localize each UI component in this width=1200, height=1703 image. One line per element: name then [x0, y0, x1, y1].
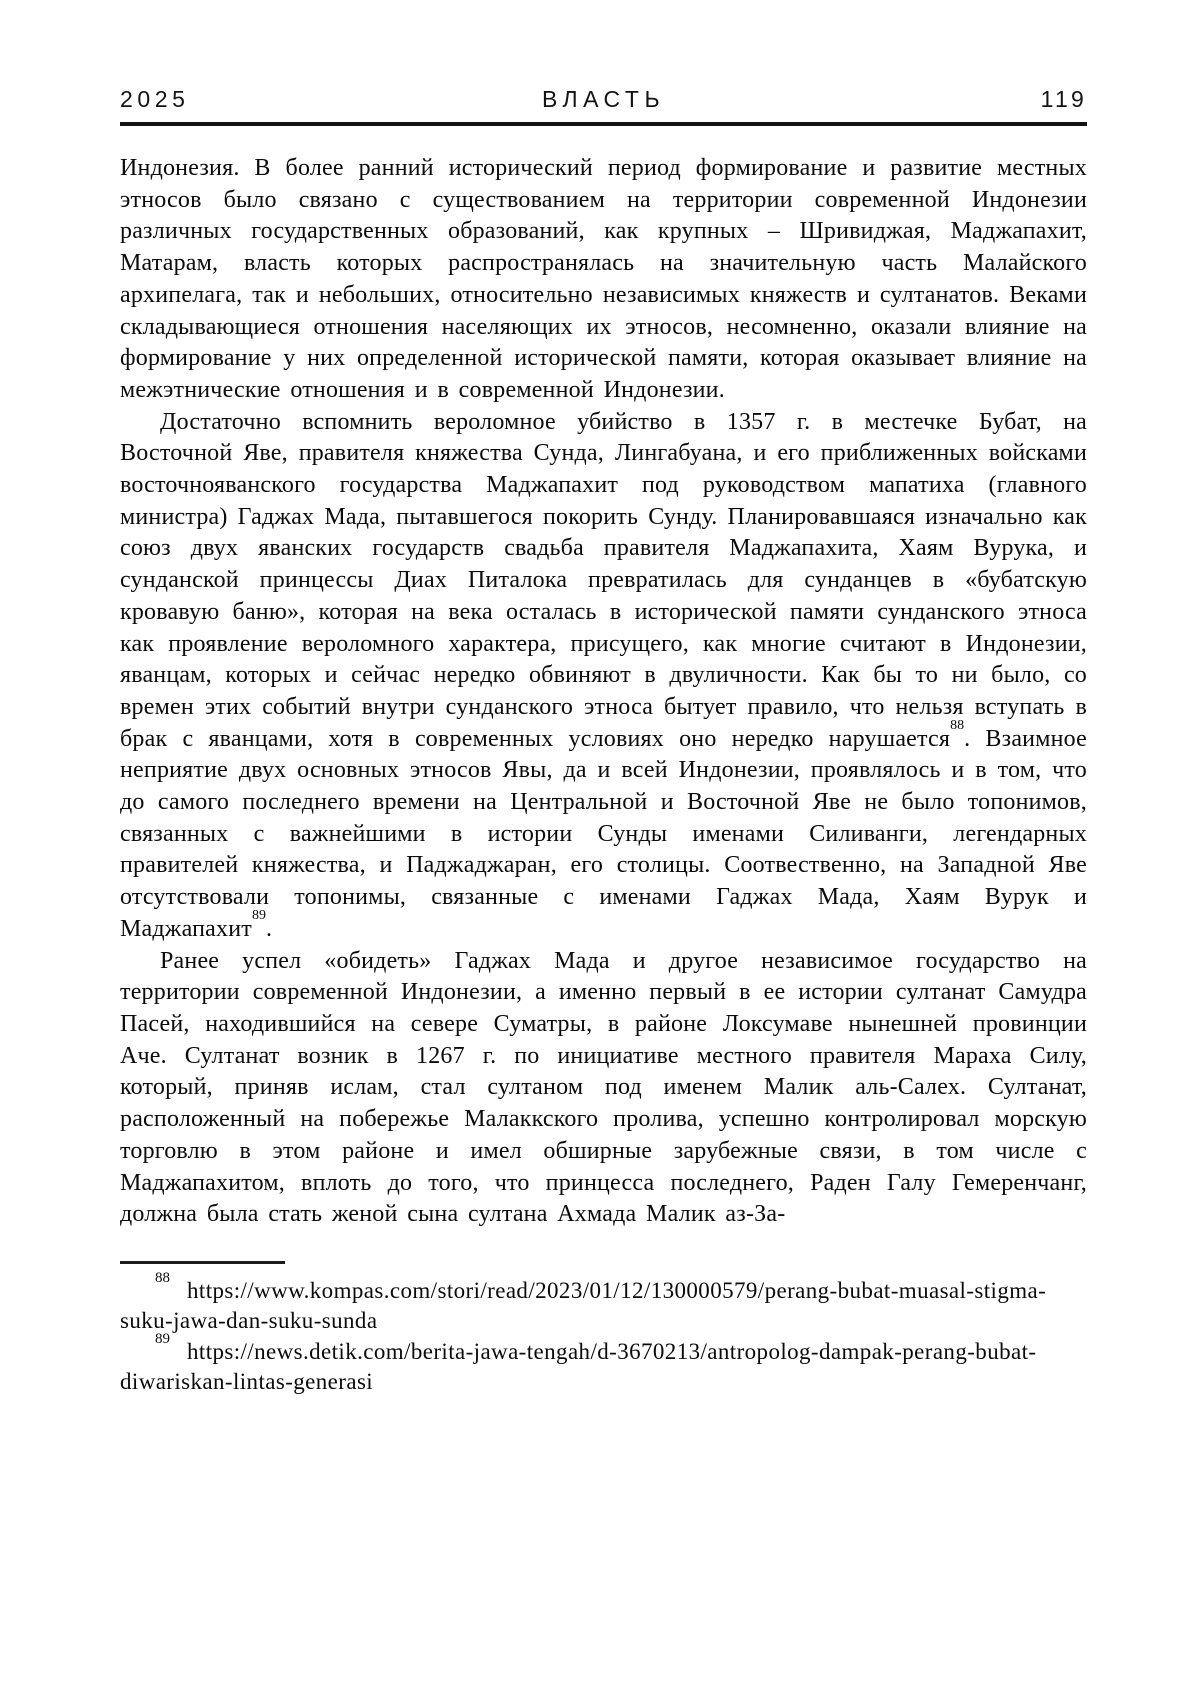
footnote-89-url: https://news.detik.com/berita-jawa-tengah/d-3670213/antropolog-dampak-perang-bubat-diwariskan-lintas-generasi [120, 1338, 1037, 1395]
paragraph-2 [120, 407, 1087, 946]
journal-title: ВЛАСТЬ [541, 86, 666, 112]
footnote-88 [120, 1269, 1087, 1337]
paragraph-2-text-b: . Взаимное неприятие двух основных этносов Явы, да и всей Индонезии, проявлялось и в том, что до самого последнего времени на Центральной и Восточной Яве не было топонимов, связанных с важнейшими в истории Сунды именами Силиванги, легендарных правителей княжества, и Паджаджаран, его столицы. Соотвественно, на Западной Яве отсутствовали топонимы, связанные с именами Гаджах Мада, Хаям Вурук и Маджапахит [120, 725, 1087, 942]
footnotes-section [120, 1261, 1087, 1398]
footnote-ref-88: 88 [950, 717, 965, 733]
paragraph-1 [120, 153, 1087, 407]
footnote-separator-rule [120, 1261, 285, 1264]
paragraph-3-text: Ранее успел «обидеть» Гаджах Мада и другое независимое государство на территории современной Индонезии, а именно первый в ее истории султанат Самудра Пасей, находившийся на севере Суматры, в районе Локсумаве нынешней провинции Аче. Султанат возник в 1267 г. по инициативе местного правителя Мараха Силу, который, приняв ислам, стал султаном под именем Малик аль-Салех. Султанат, расположенный на побережье Малаккского пролива, успешно контролировал морскую торговлю в этом районе и имел обширные зарубежные связи, в том числе с Маджапахитом, вплоть до того, что принцесса последнего, Раден Галу Гемеренчанг, должна была стать женой сына султана Ахмада Малик аз-За- [120, 947, 1087, 1228]
header-page-number: 119 [1040, 86, 1087, 112]
footnote-ref-89: 89 [251, 908, 266, 924]
paragraph-3 [120, 946, 1087, 1231]
footnote-88-url: https://www.kompas.com/stori/read/2023/01/12/130000579/perang-bubat-muasal-stigma-suku-jawa-dan-suku-sunda [120, 1277, 1047, 1334]
paragraph-2-text-c: . [265, 915, 273, 942]
page-header [120, 86, 1087, 126]
footnote-89 [120, 1330, 1087, 1398]
article-body [120, 153, 1087, 1231]
header-year: 2025 [120, 86, 190, 112]
paragraph-2-text-a: Достаточно вспомнить вероломное убийство в 1357 г. в местечке Бубат, на Восточной Яве, правителя княжества Сунда, Лингабуана, и его приближенных войсками восточнояванского государства Маджапахит под руководством мапатиха (главного министра) Гаджах Мада, пытавшегося покорить Сунду. Планировавшаяся изначально как союз двух яванских государств свадьба правителя Маджапахита, Хаям Вурука, и сунданской принцессы Диах Питалока превратилась для сунданцев в «бубатскую кровавую баню», которая на века осталась в исторической памяти сунданского этноса как проявление вероломного характера, присущего, как многие считают в Индонезии, яванцам, которых и сейчас нередко обвиняют в двуличности. Как бы то ни было, со времен этих событий внутри сунданского этноса бытует правило, что нельзя вступать в брак с яванцами, хотя в современных условиях оно нередко нарушается [120, 408, 1087, 752]
footnote-88-number: 88 [155, 1269, 170, 1286]
paragraph-1-text: Индонезия. В более ранний исторический период формирование и развитие местных этносов было связано с существованием на территории современной Индонезии различных государственных образований, как крупных – Шривиджая, Маджапахит, Матарам, власть которых распространялась на значительную часть Малайского архипелага, так и небольших, относительно независимых княжеств и султанатов. Веками складывающиеся отношения населяющих их этносов, несомненно, оказали влияние на формирование у них определенной исторической памяти, которая оказывает влияние на межэтнические отношения и в современной Индонезии. [120, 155, 1087, 403]
footnote-89-number: 89 [155, 1330, 170, 1347]
